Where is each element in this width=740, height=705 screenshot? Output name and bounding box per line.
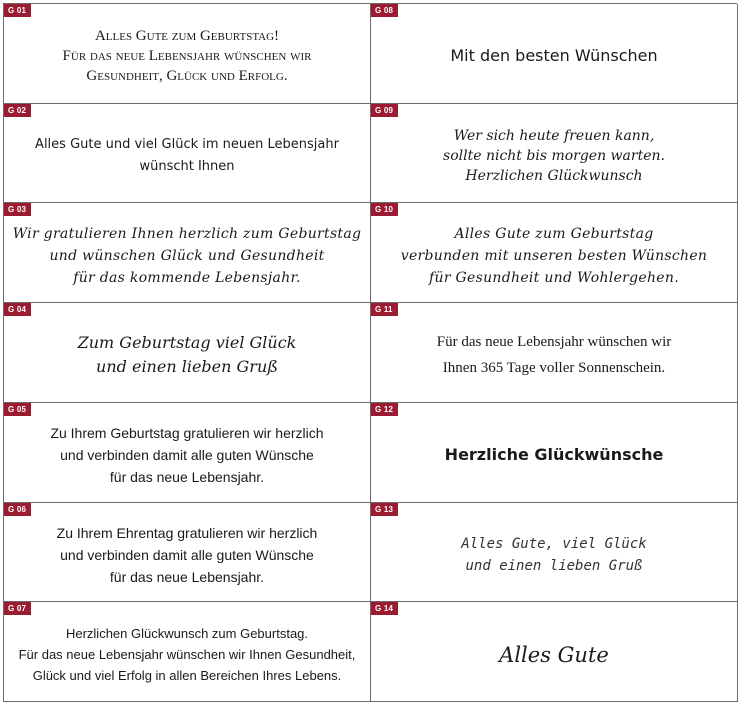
greeting-line: Alles Gute, viel Glück — [461, 535, 647, 552]
greeting-card-option[interactable] — [371, 602, 738, 702]
greeting-line: und verbinden damit alle guten Wünsche — [60, 546, 314, 563]
greeting-text — [461, 527, 646, 577]
option-code-badge: G 11 — [371, 303, 398, 316]
greeting-card-option[interactable] — [4, 4, 371, 104]
greeting-text — [437, 323, 672, 381]
greeting-card-option[interactable] — [4, 303, 371, 403]
greeting-line: sollte nicht bis morgen warten. — [443, 148, 665, 165]
option-code-badge: G 02 — [4, 104, 31, 117]
greeting-line: für das neue Lebensjahr. — [109, 469, 265, 486]
greeting-card-option[interactable] — [371, 104, 738, 204]
greeting-text-grid — [3, 3, 737, 702]
greeting-card-option[interactable] — [371, 203, 738, 303]
option-code-badge: G 05 — [4, 403, 31, 416]
greeting-card-option[interactable] — [371, 403, 738, 503]
greeting-line: Mit den besten Wünschen — [450, 46, 658, 66]
greeting-line: Alles Gute zum Geburtstag — [454, 225, 654, 242]
greeting-card-option[interactable] — [371, 503, 738, 603]
option-code-badge: G 04 — [4, 303, 31, 316]
greeting-line: Zum Geburtstag viel Glück — [77, 333, 297, 353]
greeting-text — [401, 217, 707, 289]
greeting-line: Ihnen 365 Tage voller Sonnenschein. — [442, 360, 666, 377]
option-code-badge: G 14 — [371, 602, 398, 615]
greeting-card-option[interactable] — [371, 303, 738, 403]
greeting-line: Zu Ihrem Geburtstag gratulieren wir herzlich — [50, 425, 324, 442]
greeting-line: für das neue Lebensjahr. — [109, 568, 265, 585]
greeting-line: und wünschen Glück und Gesundheit — [49, 247, 325, 264]
greeting-text — [443, 120, 665, 186]
greeting-card-option[interactable] — [371, 4, 738, 104]
greeting-line: und verbinden damit alle guten Wünsche — [60, 447, 314, 464]
greeting-line: Wer sich heute freuen kann, — [453, 128, 655, 145]
greeting-line: Alles Gute zum Geburtstag! — [94, 28, 280, 45]
greeting-line: Alles Gute — [499, 642, 609, 667]
greeting-text — [63, 20, 312, 86]
option-code-badge: G 06 — [4, 503, 31, 516]
greeting-line: für Gesundheit und Wohlergehen. — [429, 269, 679, 286]
greeting-card-option[interactable] — [4, 203, 371, 303]
greeting-line: verbunden mit unseren besten Wünschen — [400, 247, 708, 264]
greeting-text — [19, 617, 356, 686]
greeting-line: Gesundheit, Glück und Erfolg. — [86, 68, 288, 85]
greeting-line: und einen lieben Gruß — [96, 357, 278, 377]
greeting-line: Herzliche Glückwünsche — [444, 445, 664, 465]
greeting-text — [35, 128, 339, 178]
greeting-text — [78, 325, 297, 379]
greeting-card-option[interactable] — [4, 104, 371, 204]
greeting-line: Alles Gute und viel Glück im neuen Lebensjahr — [35, 137, 339, 153]
greeting-text — [450, 39, 657, 67]
greeting-line: Glück und viel Erfolg in allen Bereichen Ihres Lebens. — [32, 668, 342, 684]
greeting-line: und einen lieben Gruß — [465, 557, 643, 574]
option-code-badge: G 12 — [371, 403, 398, 416]
option-code-badge: G 03 — [4, 203, 31, 216]
option-code-badge: G 09 — [371, 104, 398, 117]
greeting-card-option[interactable] — [4, 403, 371, 503]
greeting-line: Für das neue Lebensjahr wünschen wir — [436, 334, 672, 351]
greeting-text — [13, 217, 362, 289]
greeting-card-option[interactable] — [4, 602, 371, 702]
option-code-badge: G 13 — [371, 503, 398, 516]
greeting-text — [50, 416, 323, 488]
greeting-line: Für das neue Lebensjahr wünschen wir Ihnen Gesundheit, — [18, 647, 356, 663]
greeting-line: wünscht Ihnen — [139, 159, 235, 175]
option-code-badge: G 01 — [4, 4, 31, 17]
option-code-badge: G 07 — [4, 602, 31, 615]
option-code-badge: G 08 — [371, 4, 398, 17]
greeting-text — [445, 438, 664, 466]
greeting-line: Zu Ihrem Ehrentag gratulieren wir herzlich — [56, 524, 318, 541]
greeting-line: Für das neue Lebensjahr wünschen wir — [62, 48, 312, 65]
greeting-line: Wir gratulieren Ihnen herzlich zum Geburtstag — [12, 225, 362, 242]
greeting-line: Herzlichen Glückwunsch — [465, 168, 643, 185]
greeting-text — [499, 636, 609, 668]
greeting-card-option[interactable] — [4, 503, 371, 603]
greeting-line: für das kommende Lebensjahr. — [73, 269, 301, 286]
greeting-text — [57, 516, 318, 588]
greeting-line: Herzlichen Glückwunsch zum Geburtstag. — [65, 626, 309, 642]
option-code-badge: G 10 — [371, 203, 398, 216]
